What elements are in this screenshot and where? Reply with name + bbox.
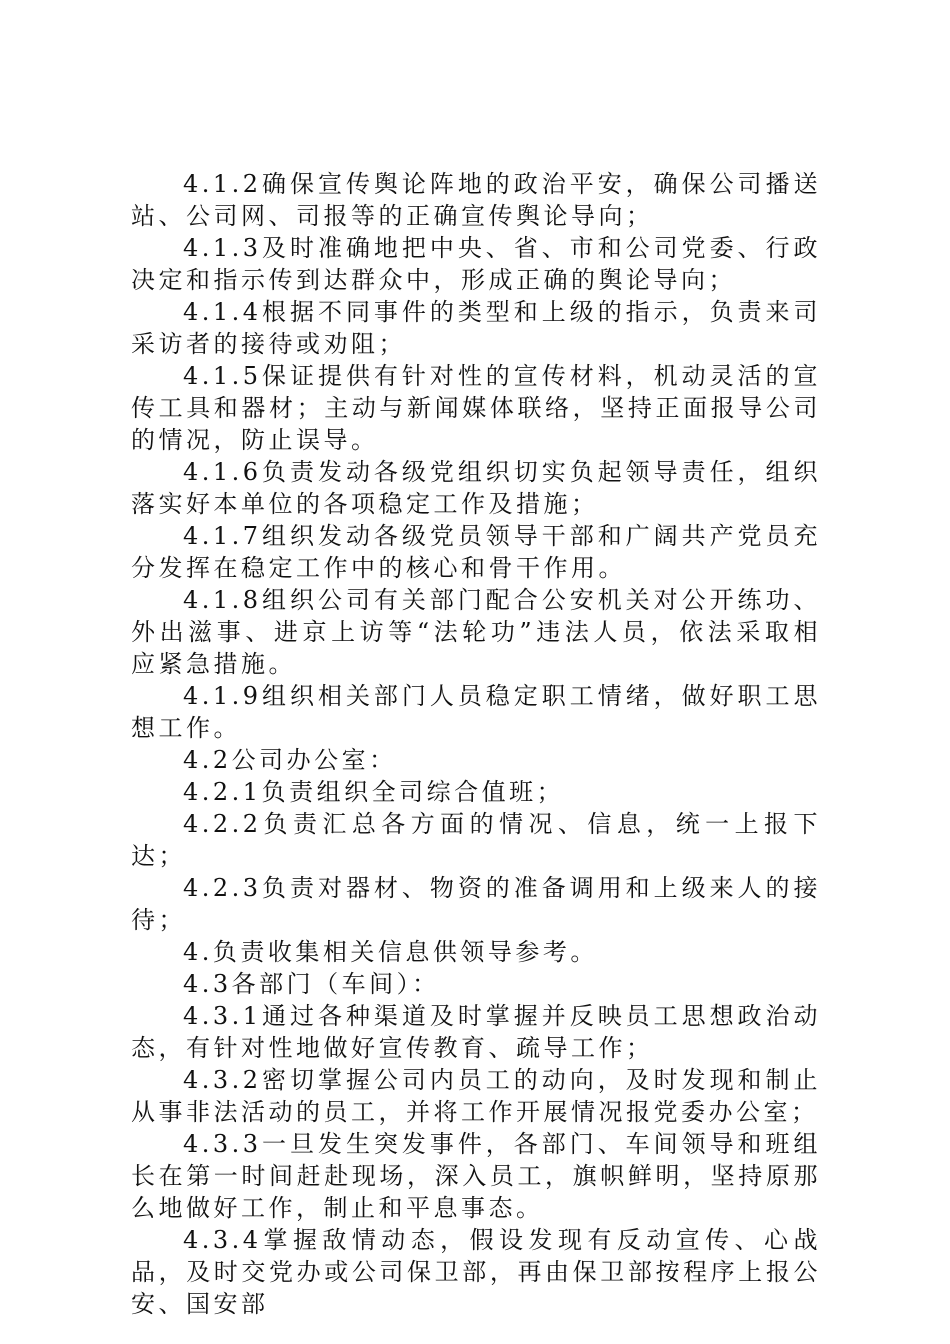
paragraph-4-1-5: 4.1.5保证提供有针对性的宣传材料，机动灵活的宣传工具和器材；主动与新闻媒体联络，坚持正面报导公司的情况，防止误导。 — [131, 362, 821, 454]
paragraph-4-1-8: 4.1.8组织公司有关部门配合公安机关对公开练功、外出滋事、进京上访等“法轮功”违法人员，依法采取相应紧急措施。 — [131, 586, 821, 678]
section-heading-4-2: 4.2公司办公室： — [183, 746, 397, 774]
section-heading-4-3: 4.3各部门（车间）： — [183, 970, 440, 998]
paragraph-4-3-1: 4.3.1通过各种渠道及时掌握并反映员工思想政治动态，有针对性地做好宣传教育、疏导工作； — [131, 1002, 821, 1062]
paragraph-4-1-2: 4.1.2确保宣传舆论阵地的政治平安，确保公司播送站、公司网、司报等的正确宣传舆论导向； — [131, 170, 821, 230]
paragraph-4-1-6: 4.1.6负责发动各级党组织切实负起领导责任，组织落实好本单位的各项稳定工作及措施； — [131, 458, 821, 518]
paragraph-4-1-9: 4.1.9组织相关部门人员稳定职工情绪，做好职工思想工作。 — [131, 682, 821, 742]
paragraph-4-1-7: 4.1.7组织发动各级党员领导干部和广阔共产党员充分发挥在稳定工作中的核心和骨干作用。 — [131, 522, 821, 582]
paragraph-4-2-3: 4.2.3负责对器材、物资的准备调用和上级来人的接待； — [131, 874, 821, 934]
paragraph-4-2-4: 4.负责收集相关信息供领导参考。 — [183, 938, 598, 966]
paragraph-4-1-3: 4.1.3及时准确地把中央、省、市和公司党委、行政决定和指示传到达群众中，形成正确的舆论导向； — [131, 234, 821, 294]
paragraph-4-2-2: 4.2.2负责汇总各方面的情况、信息，统一上报下达； — [131, 810, 821, 870]
paragraph-4-3-4: 4.3.4掌握敌情动态，假设发现有反动宣传、心战品，及时交党办或公司保卫部，再由保卫部按程序上报公安、国安部 — [131, 1226, 821, 1318]
document-body — [131, 168, 821, 1320]
paragraph-4-3-2: 4.3.2密切掌握公司内员工的动向，及时发现和制止从事非法活动的员工，并将工作开展情况报党委办公室； — [131, 1066, 821, 1126]
paragraph-4-2-1: 4.2.1负责组织全司综合值班； — [183, 778, 565, 806]
paragraph-4-3-3: 4.3.3一旦发生突发事件，各部门、车间领导和班组长在第一时间赶赴现场，深入员工，旗帜鲜明，坚持原那么地做好工作，制止和平息事态。 — [131, 1130, 821, 1222]
paragraph-4-1-4: 4.1.4根据不同事件的类型和上级的指示，负责来司采访者的接待或劝阻； — [131, 298, 821, 358]
